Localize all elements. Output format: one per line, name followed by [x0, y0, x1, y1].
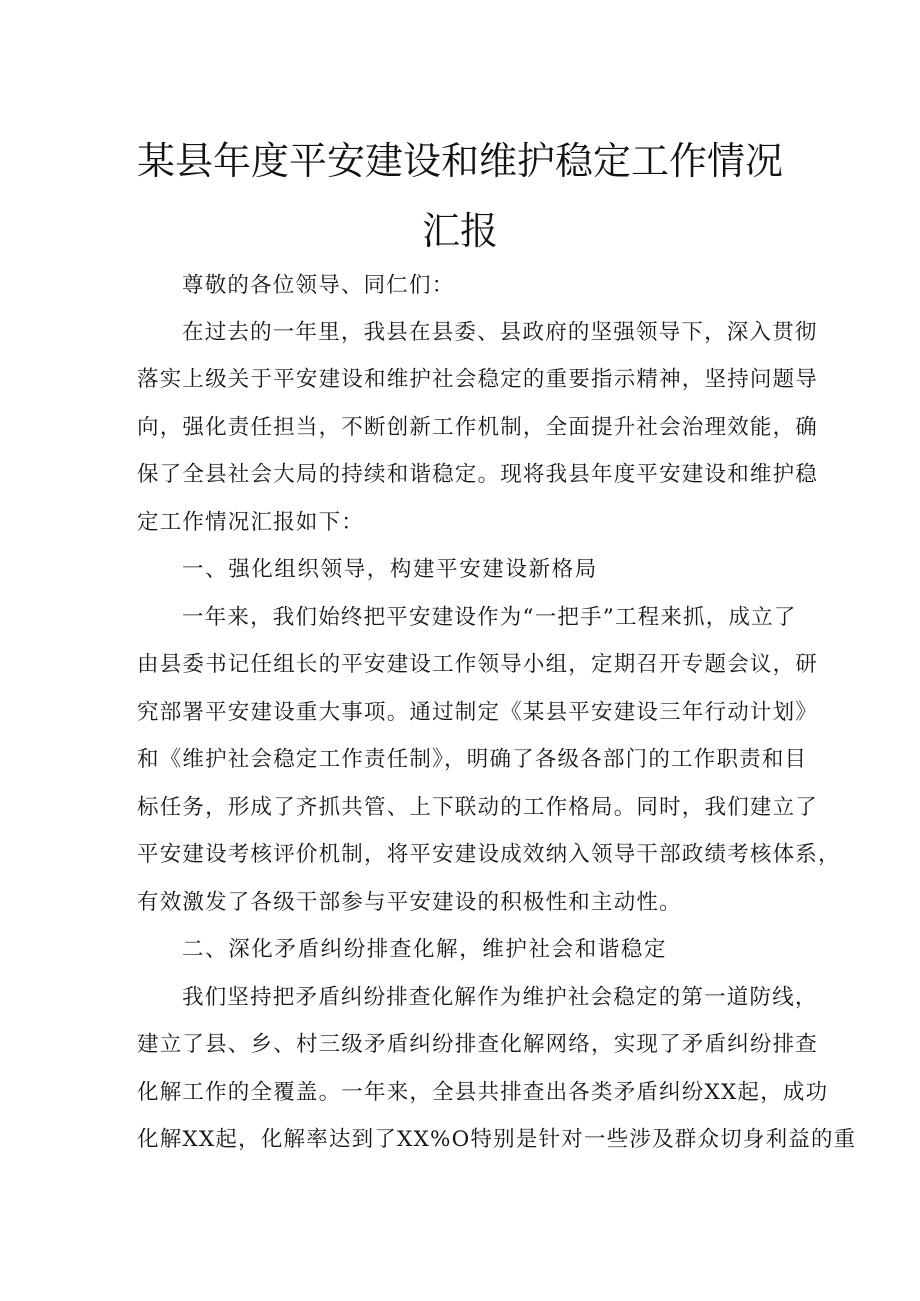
paragraph-intro-line-5: 定工作情况汇报如下： [137, 510, 365, 535]
section-1-line-1: 一年来，我们始终把平安建设作为“一把手”工程来抓，成立了 [182, 605, 797, 630]
section-2-line-2: 建立了县、乡、村三级矛盾纠纷排查化解网络，实现了矛盾纠纷排查 [137, 1032, 819, 1057]
section-heading-2: 二、深化矛盾纠纷排查化解，维护社会和谐稳定 [182, 937, 668, 962]
section-1-line-6: 平安建设考核评价机制，将平安建设成效纳入领导干部政绩考核体系， [137, 842, 841, 867]
section-1-line-2: 由县委书记任组长的平安建设工作领导小组，定期召开专题会议，研 [137, 652, 819, 677]
paragraph-intro-line-1: 在过去的一年里，我县在县委、县政府的坚强领导下，深入贯彻 [182, 320, 818, 345]
salutation: 尊敬的各位领导、同仁们： [182, 273, 455, 298]
section-1-line-4: 和《维护社会稳定工作责任制》，明确了各级各部门的工作职责和目 [137, 747, 808, 772]
paragraph-intro-line-3: 向，强化责任担当，不断创新工作机制，全面提升社会治理效能，确 [137, 415, 819, 440]
document-title-line-1: 某县年度平安建设和维护稳定工作情况 [136, 139, 783, 183]
section-2-line-3: 化解工作的全覆盖。一年来，全县共排查出各类矛盾纠纷XX起，成功 [137, 1080, 829, 1105]
document-title-line-2: 汇报 [421, 209, 498, 253]
section-1-line-7: 有效激发了各级干部参与平安建设的积极性和主动性。 [137, 890, 682, 915]
paragraph-intro-line-2: 落实上级关于平安建设和维护社会稳定的重要指示精神，坚持问题导 [137, 367, 819, 392]
section-1-line-5: 标任务，形成了齐抓共管、上下联动的工作格局。同时，我们建立了 [137, 795, 819, 820]
section-2-line-1: 我们坚持把矛盾纠纷排查化解作为维护社会稳定的第一道防线， [182, 985, 818, 1010]
section-heading-1: 一、强化组织领导，构建平安建设新格局 [182, 557, 598, 582]
section-2-line-4: 化解XX起，化解率达到了XX%O特别是针对一些涉及群众切身利益的重 [137, 1127, 857, 1152]
section-1-line-3: 究部署平安建设重大事项。通过制定《某县平安建设三年行动计划》 [137, 700, 819, 725]
paragraph-intro-line-4: 保了全县社会大局的持续和谐稳定。现将我县年度平安建设和维护稳 [137, 462, 819, 487]
